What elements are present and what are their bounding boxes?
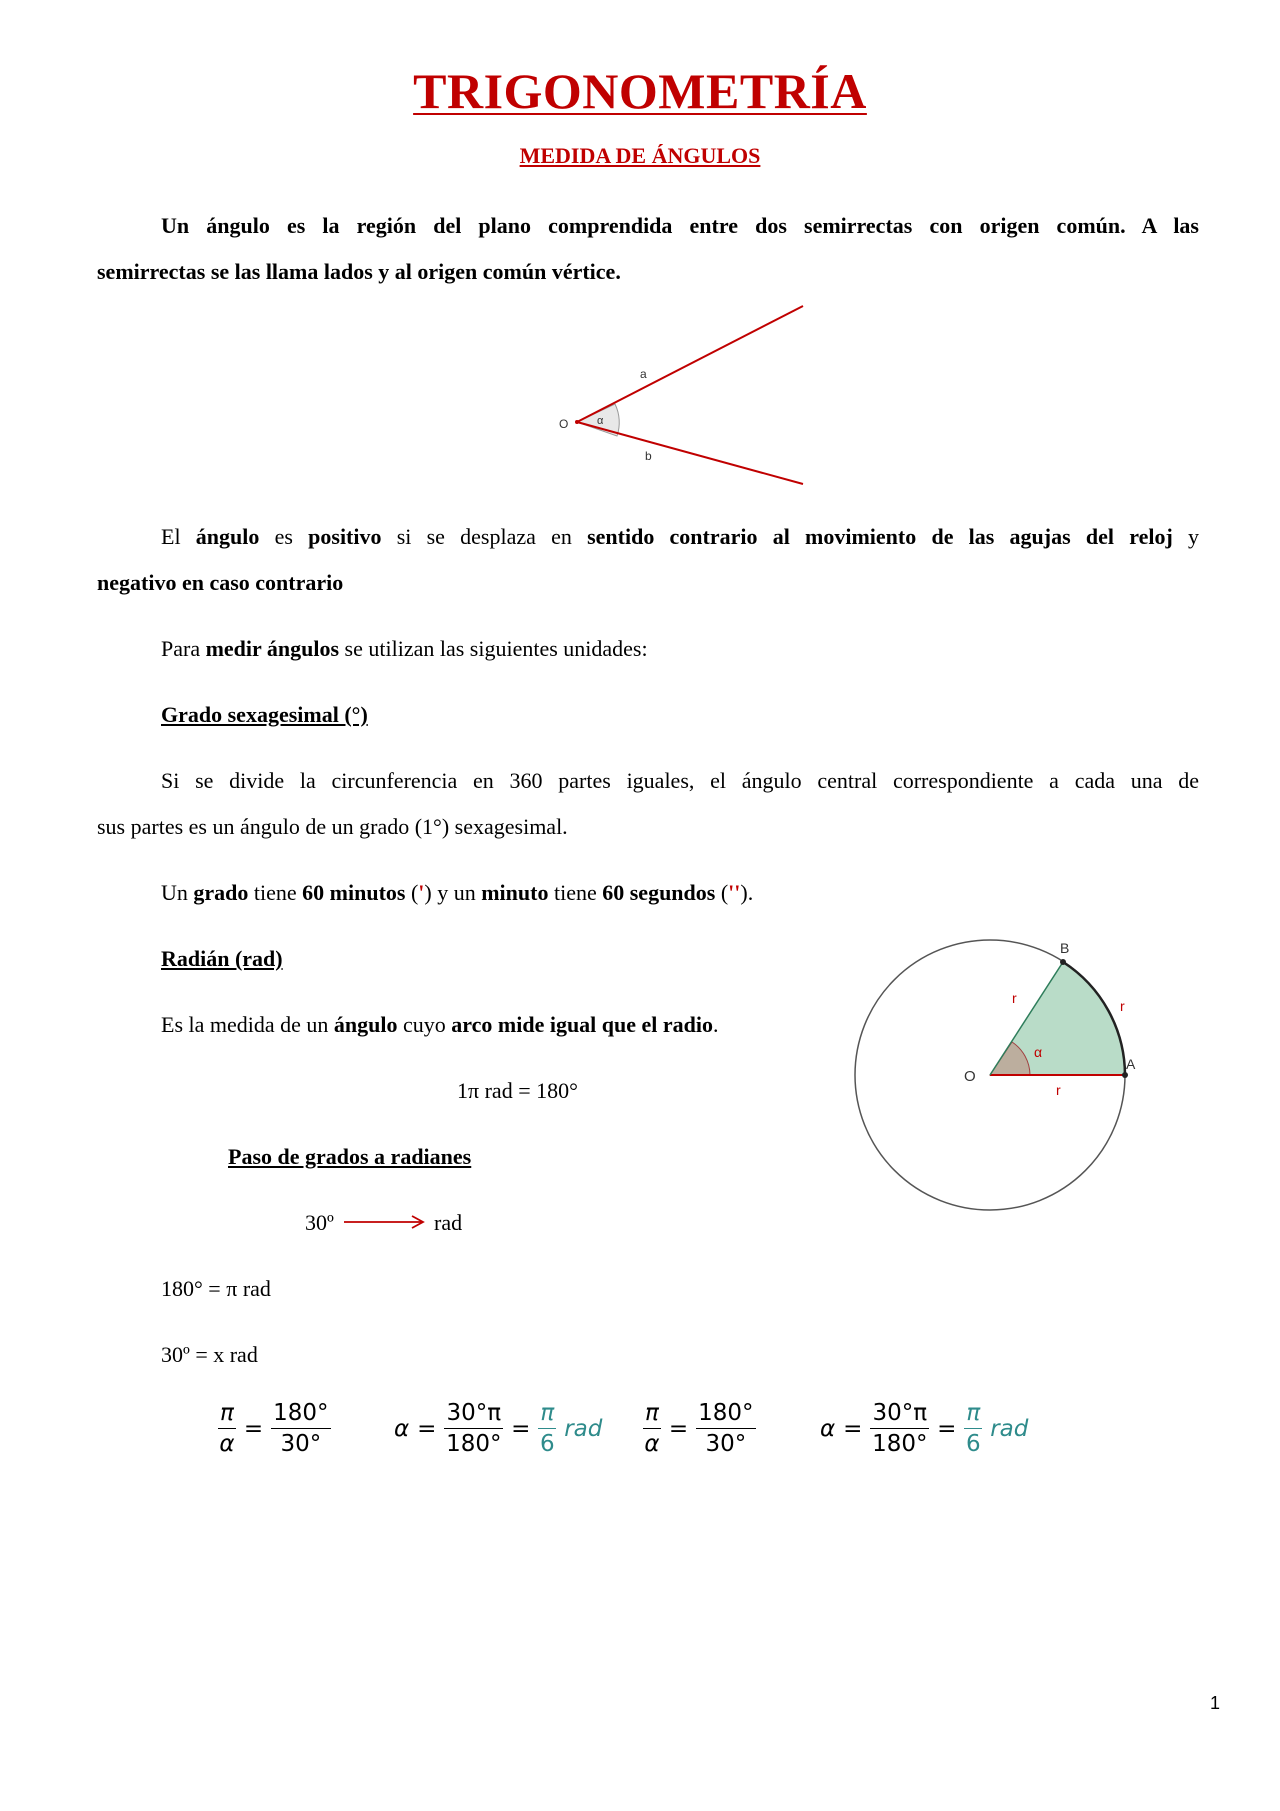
radian-equivalence: 1π rad = 180° <box>457 1078 578 1103</box>
equation-2: α = $\frac{30^\circ\pi}{180^\circ}$ = $\frac{\pi}{6}$ rad <box>394 1400 603 1457</box>
sexagesimal-heading: Grado sexagesimal (°) <box>161 702 368 727</box>
radian-circle-diagram <box>840 935 1140 1215</box>
radius-label-oa: r <box>1056 1082 1061 1098</box>
page-title: TRIGONOMETRÍA <box>413 63 867 119</box>
point-a-label: A <box>1126 1056 1136 1072</box>
equation-3: $\frac{\pi}{\alpha}$ = $\frac{180^\circ}{30^\circ}$ <box>644 1400 754 1457</box>
conversion-heading: Paso de grados a radianes <box>228 1144 472 1169</box>
side-b-line <box>577 422 803 484</box>
minutes-line: Un grado tiene 60 minutos (') y un minuto tiene 60 segundos (''). <box>161 880 754 905</box>
radian-definition: Es la medida de un ángulo cuyo arco mide igual que el radio. <box>161 1012 719 1037</box>
point-b <box>1060 959 1066 965</box>
sexagesimal-line-2: sus partes es un ángulo de un grado (1°) sexagesimal. <box>97 814 568 839</box>
side-b-label: b <box>645 449 652 463</box>
intro-line-1: Un ángulo es la región del plano comprendida entre dos semirrectas con origen común. A las <box>161 213 1199 238</box>
vertex-point <box>575 420 579 424</box>
right-arrow-icon <box>342 1212 427 1232</box>
point-b-label: B <box>1060 940 1070 956</box>
equation-4: α = $\frac{30^\circ\pi}{180^\circ}$ = $\frac{\pi}{6}$ rad <box>820 1400 1029 1457</box>
conversion-rule-2: 30º = x rad <box>161 1342 258 1367</box>
equation-1: $\frac{\pi}{\alpha}$ = $\frac{180^\circ}{30^\circ}$ <box>219 1400 329 1457</box>
angle-label: α <box>597 415 604 427</box>
radian-heading: Radián (rad) <box>161 946 283 971</box>
section-subtitle: MEDIDA DE ÁNGULOS <box>519 143 761 168</box>
angle-diagram <box>555 300 815 490</box>
page-number: 1 <box>1209 1693 1220 1713</box>
radius-label-ob: r <box>1012 990 1017 1006</box>
sexagesimal-line-1: Si se divide la circunferencia en 360 partes iguales, el ángulo central correspondiente a cada una de <box>161 768 1199 793</box>
conversion-to: rad <box>434 1210 463 1235</box>
conversion-from: 30º <box>305 1210 334 1235</box>
point-a <box>1122 1072 1128 1078</box>
angle-alpha-label: α <box>1034 1044 1043 1060</box>
conversion-rule-1: 180° = π rad <box>161 1276 271 1301</box>
side-a-line <box>577 306 803 422</box>
vertex-label: O <box>559 417 569 431</box>
positive-line-2: negativo en caso contrario <box>97 570 344 595</box>
center-label: O <box>964 1068 976 1085</box>
radius-label-arc: r <box>1120 998 1125 1014</box>
units-intro: Para medir ángulos se utilizan las siguientes unidades: <box>161 636 648 661</box>
positive-line-1: El ángulo es positivo si se desplaza en sentido contrario al movimiento de las agujas del reloj y <box>161 524 1200 549</box>
intro-line-2: semirrectas se las llama lados y al origen común vértice. <box>97 259 621 284</box>
side-a-label: a <box>640 367 647 381</box>
